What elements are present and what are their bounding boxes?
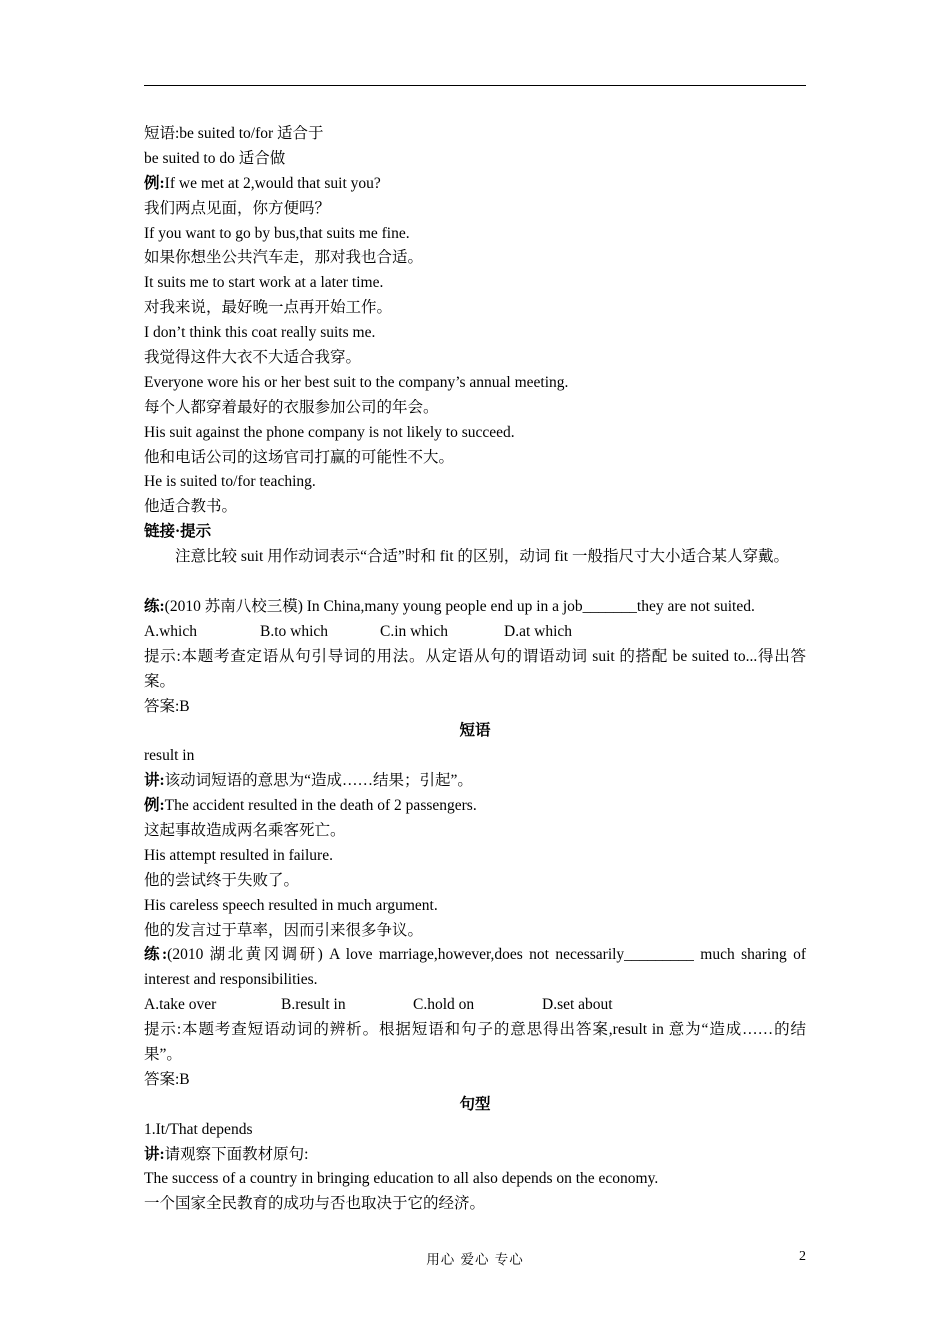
- exercise-label: 练:: [144, 946, 168, 964]
- option-d: D.at which: [504, 622, 573, 640]
- translation-line: 我们两点见面，你方便吗？: [144, 199, 331, 217]
- translation-line: 他和电话公司的这场官司打赢的可能性不大。: [144, 448, 455, 466]
- example-line: [144, 172, 806, 197]
- header-rule: [144, 85, 806, 86]
- answer-line: 答案:B: [144, 697, 190, 715]
- pattern-line: 1.It/That depends: [144, 1120, 253, 1138]
- translation-line: 每个人都穿着最好的衣服参加公司的年会。: [144, 398, 439, 416]
- example-line: His suit against the phone company is not likely to succeed.: [144, 423, 515, 441]
- example-text: The accident resulted in the death of 2 passengers.: [164, 797, 477, 815]
- option-a: A.which: [144, 622, 197, 640]
- example-line: His careless speech resulted in much argument.: [144, 896, 438, 914]
- example-text: If we met at 2,would that suit you?: [164, 174, 381, 192]
- exercise-options: [144, 993, 806, 1018]
- section-heading: 短语: [459, 722, 491, 740]
- example-line: If you want to go by bus,that suits me fine.: [144, 224, 410, 242]
- example-label: 例:: [144, 797, 165, 815]
- exercise-text: (2010 苏南八校三模) In China,many young people end up in a job_______they are not suited.: [164, 597, 755, 615]
- translation-line: 我觉得这件大衣不大适合我穿。: [144, 349, 362, 367]
- phrase-line: result in: [144, 747, 195, 765]
- hint-paragraph: 提示:本题考查短语动词的辨析。根据短语和句子的意思得出答案,result in 意为“造成……的结果”。: [144, 1021, 806, 1064]
- exercise-options: [144, 620, 806, 645]
- example-line: The success of a country in bringing education to all also depends on the economy.: [144, 1170, 659, 1188]
- option-c: C.in which: [380, 622, 449, 640]
- explanation-line: [144, 769, 806, 794]
- example-line: It suits me to start work at a later time.: [144, 274, 384, 292]
- translation-line: 一个国家全民教育的成功与否也取决于它的经济。: [144, 1195, 486, 1213]
- note-paragraph: 注意比较 suit 用作动词表示“合适”时和 fit 的区别，动词 fit 一般指尺寸大小适合某人穿戴。: [175, 548, 789, 566]
- explanation-label: 讲:: [144, 1145, 165, 1163]
- link-hint-label: 链接·提示: [144, 523, 212, 541]
- option-d: D.set about: [542, 996, 613, 1014]
- translation-line: 如果你想坐公共汽车走，那对我也合适。: [144, 249, 424, 267]
- page-content: [144, 122, 806, 1217]
- translation-line: 他的尝试终于失败了。: [144, 871, 300, 889]
- translation-line: 他适合教书。: [144, 498, 238, 516]
- phrase-line: 短语:be suited to/for 适合于: [144, 125, 324, 142]
- exercise-question: [144, 595, 806, 620]
- translation-line: 他的发言过于草率，因而引来很多争议。: [144, 921, 424, 939]
- hint-paragraph: 提示:本题考查定语从句引导词的用法。从定语从句的谓语动词 suit 的搭配 be suited to...得出答案。: [144, 647, 806, 690]
- example-line: [144, 794, 806, 819]
- option-b: B.to which: [260, 622, 329, 640]
- explanation-label: 讲:: [144, 772, 165, 790]
- translation-line: 这起事故造成两名乘客死亡。: [144, 821, 346, 839]
- page-number: 2: [799, 1249, 806, 1264]
- answer-line: 答案:B: [144, 1070, 190, 1088]
- translation-line: 对我来说，最好晚一点再开始工作。: [144, 299, 393, 317]
- explanation-text: 该动词短语的意思为“造成……结果；引起”。: [164, 772, 473, 790]
- footer-motto: 用心 爱心 专心: [426, 1252, 524, 1268]
- exercise-text: (2010 湖北黄冈调研) A love marriage,however,does not necessarily_________ much sharing of interest and responsibilities.: [144, 946, 806, 989]
- exercise-question: [144, 943, 806, 993]
- exercise-label: 练:: [144, 597, 165, 615]
- example-line: Everyone wore his or her best suit to the company’s annual meeting.: [144, 373, 569, 391]
- explanation-line: [144, 1143, 806, 1168]
- example-line: His attempt resulted in failure.: [144, 846, 333, 864]
- section-heading: 句型: [459, 1095, 491, 1113]
- option-c: C.hold on: [413, 996, 475, 1014]
- option-b: B.result in: [281, 996, 346, 1014]
- example-line: I don’t think this coat really suits me.: [144, 324, 376, 342]
- explanation-text: 请观察下面教材原句:: [164, 1145, 309, 1163]
- option-a: A.take over: [144, 996, 217, 1014]
- example-line: He is suited to/for teaching.: [144, 473, 316, 491]
- example-label: 例:: [144, 174, 165, 192]
- phrase-line: be suited to do 适合做: [144, 149, 286, 167]
